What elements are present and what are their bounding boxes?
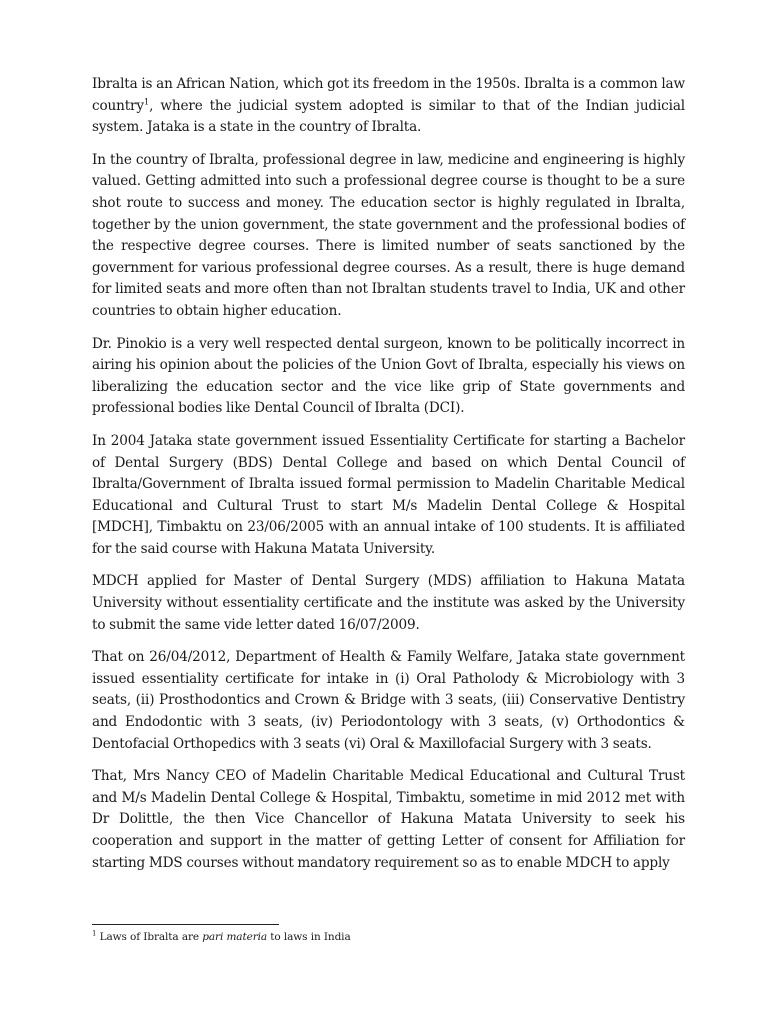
footnote-italic-text: pari materia — [202, 931, 268, 943]
footnote — [92, 930, 351, 944]
footnote-reference: 1 — [143, 97, 150, 108]
footnote-divider — [92, 924, 279, 925]
paragraph-intro — [92, 74, 685, 139]
paragraph-text: , where the judicial system adopted is similar to that of the Indian judicial system. Jataka is a state in the country of Ibralta. — [92, 97, 685, 136]
footnote-text: to laws in India — [267, 931, 351, 943]
paragraph-essentiality-certificate: That on 26/04/2012, Department of Health & Family Welfare, Jataka state government issued essentiality certificate for intake in (i) Oral Patholody & Microbiology with 3 seats, (ii) Prosthodontics and Crown & Bridge with 3 seats, (iii) Conservative Dentistry and Endodontic with 3 seats, (iv) Periodontology with 3 seats, (v) Orthodontics & Dentofacial Orthopedics with 3 seats (vi) Oral & Maxillofacial Surgery with 3 seats. — [92, 649, 685, 752]
paragraph-pinokio: Dr. Pinokio is a very well respected dental surgeon, known to be politically incorrect in airing his opinion about the policies of the Union Govt of Ibralta, especially his views on liberalizing the education sector and the vice like grip of State governments and professional bodies like Dental Council of Ibralta (DCI). — [92, 335, 685, 417]
paragraph-education: In the country of Ibralta, professional degree in law, medicine and engineering is highly valued. Getting admitted into such a professional degree course is thought to be a sure shot route to success and money. The education sector is highly regulated in Ibralta, together by the union government, the state government and the professional bodies of the respective degree courses. There is limited number of seats sanctioned by the government for various professional degree courses. As a result, there is huge demand for limited seats and more often than not Ibraltan students travel to India, UK and other countries to obtain higher education. — [92, 151, 685, 319]
footnote-text: Laws of Ibralta are — [96, 931, 203, 943]
document-body — [92, 74, 685, 885]
paragraph-text: Ibralta is an African Nation, which got its freedom in the 1950s. Ibralta is a common law country — [92, 76, 685, 114]
footnote-number: 1 — [92, 929, 97, 938]
paragraph-bds-college: In 2004 Jataka state government issued Essentiality Certificate for starting a Bachelor of Dental Surgery (BDS) Dental College and based on which Dental Council of Ibralta/Government of Ibralta issued formal permission to Madelin Charitable Medical Educational and Cultural Trust to start M/s Madelin Dental College & Hospital [MDCH], Timbaktu on 23/06/2005 with an annual intake of 100 students. It is affiliated for the said course with Hakuna Matata University. — [92, 432, 685, 557]
paragraph-mds-affiliation: MDCH applied for Master of Dental Surgery (MDS) affiliation to Hakuna Matata University without essentiality certificate and the institute was asked by the University to submit the same vide letter dated 16/07/2009. — [92, 573, 685, 633]
paragraph-nancy-meeting: That, Mrs Nancy CEO of Madelin Charitable Medical Educational and Cultural Trust and M/s Madelin Dental College & Hospital, Timbaktu, sometime in mid 2012 met with Dr Dolittle, the then Vice Chancellor of Hakuna Matata University to seek his cooperation and support in the matter of getting Letter of consent for Affiliation for starting MDS courses without mandatory requirement so as to enable MDCH to apply — [92, 768, 685, 871]
